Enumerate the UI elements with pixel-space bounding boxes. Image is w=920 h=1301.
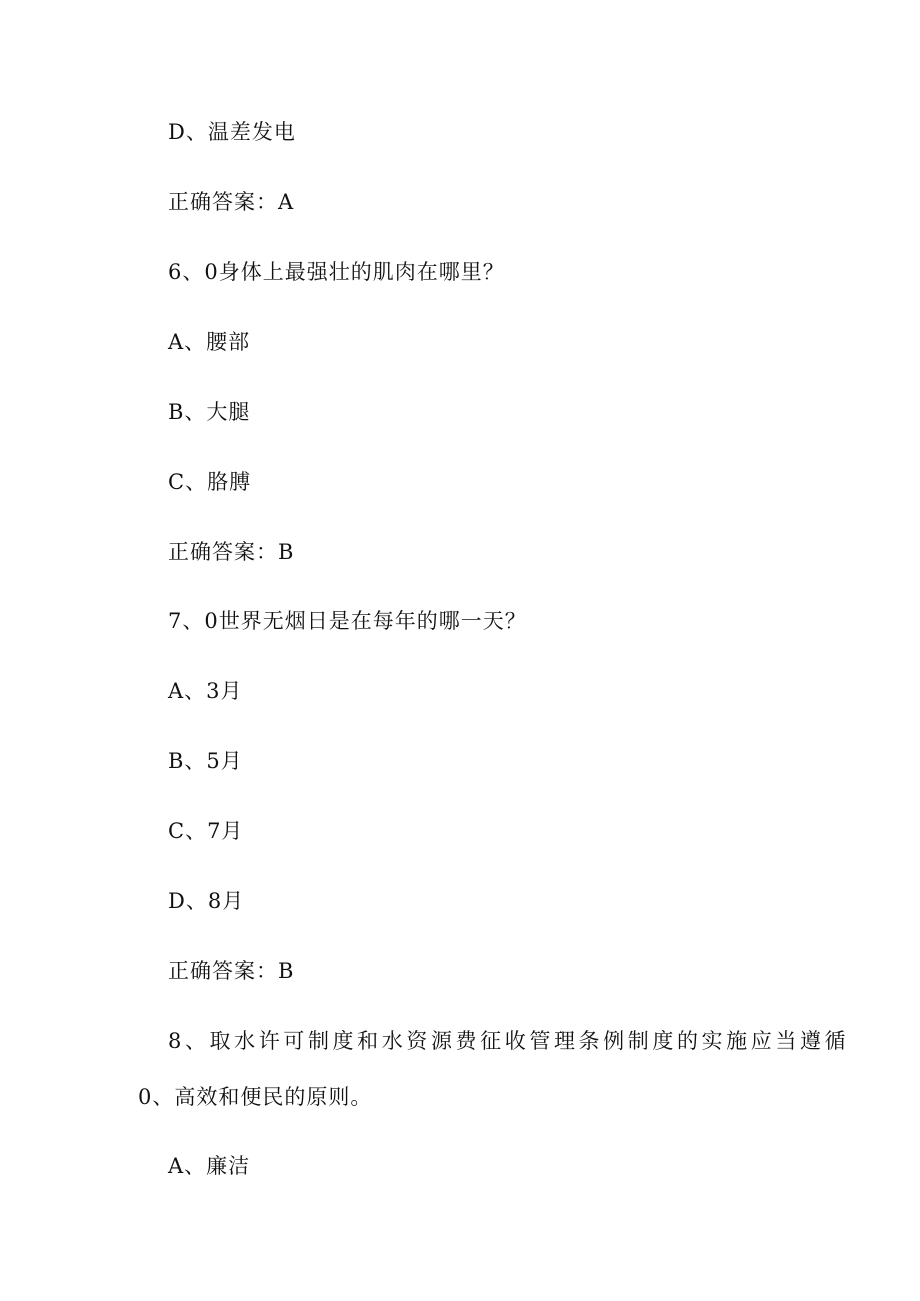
option-b-q7: B、5月 xyxy=(168,749,243,773)
option-c-q6: C、胳膊 xyxy=(168,470,252,494)
answer-q7: 正确答案：B xyxy=(168,959,295,983)
answer-q6: 正确答案：B xyxy=(168,540,295,564)
option-d-q7: D、8月 xyxy=(168,889,245,913)
question-8-line2: 0、高效和便民的原则。 xyxy=(138,1085,373,1109)
question-7: 7、0世界无烟日是在每年的哪一天？ xyxy=(168,609,527,633)
option-d-q5: D、温差发电 xyxy=(168,120,296,144)
question-6: 6、0身体上最强壮的肌肉在哪里？ xyxy=(168,260,505,284)
option-b-q6: B、大腿 xyxy=(168,400,251,424)
option-a-q6: A、腰部 xyxy=(168,330,251,354)
option-c-q7: C、7月 xyxy=(168,819,244,843)
option-a-q7: A、3月 xyxy=(168,679,243,703)
question-8-line1: 8、取水许可制度和水资源费征收管理条例制度的实施应当遵循 xyxy=(168,1029,850,1053)
option-a-q8: A、廉洁 xyxy=(168,1154,251,1178)
answer-q5: 正确答案：A xyxy=(168,190,295,214)
